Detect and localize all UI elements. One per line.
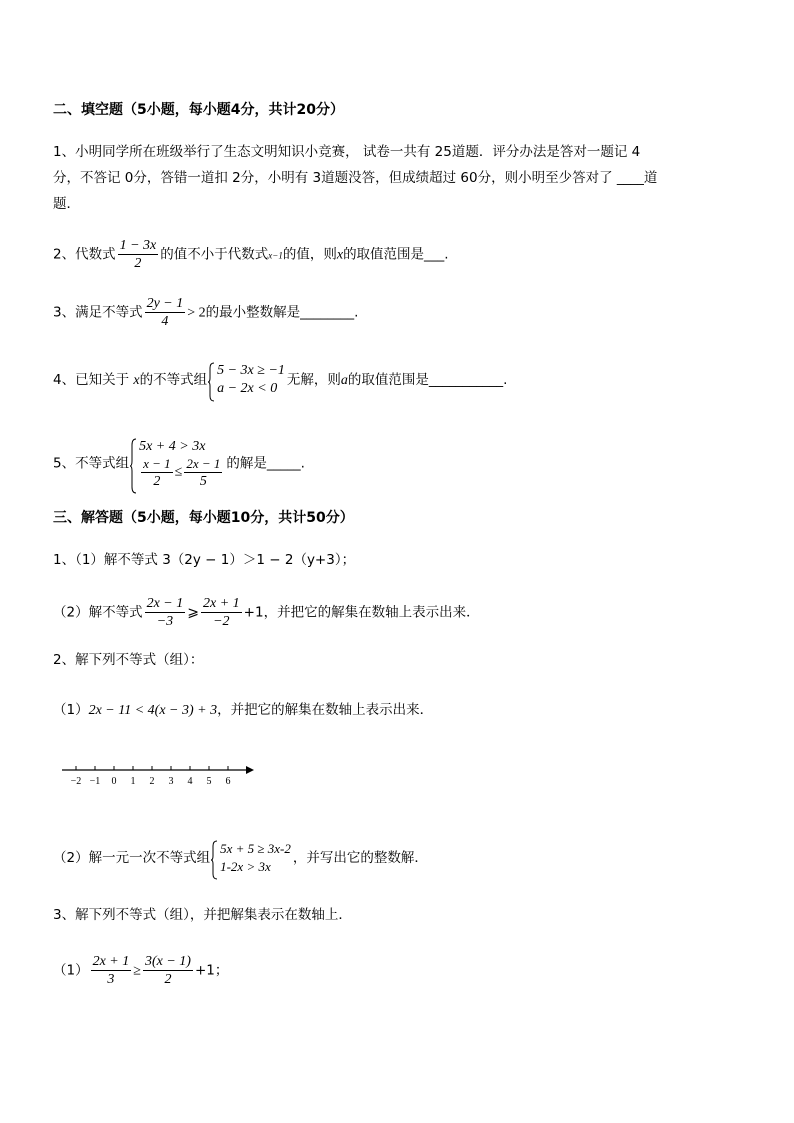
number-line-label: 0 bbox=[111, 776, 117, 787]
q3-3-frac-left bbox=[91, 954, 132, 987]
question-3-2-intro: 2、解下列不等式（组）： bbox=[53, 652, 204, 668]
q3-1-frac-left-num: 2x − 1 bbox=[146, 596, 184, 611]
q3-1-frac-right bbox=[201, 596, 242, 629]
q3-1-part2-prefix: （2）解不等式 bbox=[53, 604, 143, 621]
q3-2-part2-suffix: ，并写出它的整数解． bbox=[292, 850, 428, 866]
q3-3-frac-right-den: 2 bbox=[164, 972, 172, 987]
q3-1-part2-suffix: +1，并把它的解集在数轴上表示出来． bbox=[243, 604, 480, 621]
q3-1-rel: ⩾ bbox=[187, 605, 199, 621]
q3-rel: > 2 bbox=[187, 305, 206, 321]
q3-3-frac-right-num: 3(x − 1) bbox=[144, 954, 191, 969]
q5-row-2 bbox=[139, 456, 224, 489]
q5-frac-left bbox=[141, 456, 173, 489]
number-line-label: −1 bbox=[89, 776, 101, 787]
question-2-4 bbox=[53, 362, 507, 398]
q4-mid: 的不等式组 bbox=[139, 372, 208, 388]
question-3-2-part-1 bbox=[53, 700, 433, 721]
number-line-label: 2 bbox=[149, 776, 155, 787]
q2-prefix: 2、代数式 bbox=[53, 246, 116, 263]
q3-3-suffix: +1； bbox=[194, 962, 229, 979]
q5-frac-right-num: 2x − 1 bbox=[186, 456, 221, 471]
number-line-label: 6 bbox=[225, 776, 231, 787]
question-2-1-line-1: 1、小明同学所在班级举行了生态文明知识小竞赛， 试卷一共有 25道题．评分办法是答对一题记 4 bbox=[53, 144, 641, 160]
q5-prefix: 5、不等式组 bbox=[53, 455, 130, 472]
question-3-1-part-2 bbox=[53, 596, 480, 629]
q4-param: a bbox=[340, 373, 348, 388]
left-brace-icon bbox=[129, 438, 137, 494]
section-heading-solve: 三、解答题（5小题，每小题10分，共计50分） bbox=[53, 510, 354, 526]
q5-row-1: 5x + 4 > 3x bbox=[139, 439, 206, 454]
number-line bbox=[60, 760, 260, 788]
q4-system bbox=[207, 362, 285, 398]
q5-rel: ≤ bbox=[174, 464, 183, 480]
q3-1-frac-right-num: 2x + 1 bbox=[203, 596, 240, 611]
q3-frac-den: 4 bbox=[161, 314, 169, 329]
q2-mid: 的值不小于代数式 bbox=[160, 246, 269, 263]
number-line-label: 5 bbox=[206, 776, 212, 787]
q4-suffix-a: 无解，则 bbox=[286, 372, 341, 388]
q4-row-2: a − 2x < 0 bbox=[217, 381, 278, 396]
q3-2-system bbox=[210, 840, 291, 876]
q5-frac-right-den: 5 bbox=[199, 474, 207, 489]
q5-frac-left-num: x − 1 bbox=[143, 456, 171, 471]
q5-frac-left-den: 2 bbox=[153, 474, 161, 489]
left-brace-icon bbox=[207, 362, 215, 402]
q3-2-part1-prefix: （1） bbox=[53, 702, 89, 718]
q3-2-row-2: 1-2x > 3x bbox=[220, 859, 271, 874]
q3-1-frac-right-den: −2 bbox=[213, 614, 230, 629]
question-3-3-intro: 3、解下列不等式（组），并把解集表示在数轴上． bbox=[53, 907, 352, 923]
q3-fraction bbox=[145, 296, 186, 329]
section-heading-fill-in: 二、填空题（5小题，每小题4分，共计20分） bbox=[53, 102, 344, 118]
left-brace-icon bbox=[210, 840, 218, 880]
q3-2-part1-suffix: ，并把它的解集在数轴上表示出来． bbox=[217, 702, 434, 718]
q3-3-frac-right bbox=[143, 954, 193, 987]
number-line-label: 3 bbox=[168, 776, 174, 787]
q2-suffix-a: 的值，则 bbox=[282, 246, 337, 263]
q3-3-frac-left-num: 2x + 1 bbox=[92, 954, 130, 969]
q2-frac-num: 1 − 3x bbox=[119, 238, 157, 253]
number-line-label: 4 bbox=[187, 776, 193, 787]
question-2-1-line-2: 分，不答记 0分，答错一道扣 2分，小明有 3道题没答，但成绩超过 60分，则小明至少答对了 ____道 bbox=[53, 170, 658, 186]
q4-suffix-b: 的取值范围是___________. bbox=[347, 372, 508, 388]
q3-frac-num: 2y − 1 bbox=[146, 296, 184, 311]
question-3-3-part-1 bbox=[53, 954, 228, 987]
q2-frac-den: 2 bbox=[134, 256, 142, 271]
number-line-label: 1 bbox=[130, 776, 136, 787]
q3-suffix: 的最小整数解是________. bbox=[205, 304, 359, 321]
q3-2-part2-prefix: （2）解一元一次不等式组 bbox=[53, 850, 211, 866]
q5-frac-right bbox=[184, 456, 222, 489]
q3-3-prefix: （1） bbox=[53, 962, 89, 979]
q3-3-frac-left-den: 3 bbox=[107, 972, 115, 987]
q3-2-row-1: 5x + 5 ≥ 3x-2 bbox=[220, 841, 291, 856]
question-2-2 bbox=[53, 238, 449, 271]
q3-1-frac-left bbox=[145, 596, 186, 629]
q2-expr: x−1 bbox=[268, 250, 283, 261]
number-line-arrow-icon bbox=[246, 766, 254, 774]
q4-var: x bbox=[133, 373, 140, 388]
question-2-1-line-3: 题． bbox=[53, 196, 80, 212]
question-3-1-part-1: 1、（1）解不等式 3（2y − 1）＞1 − 2（y+3）； bbox=[53, 552, 356, 568]
q3-3-rel: ≥ bbox=[133, 963, 141, 979]
question-3-2-part-2 bbox=[53, 840, 428, 876]
q2-suffix-b: 的取值范围是___. bbox=[343, 246, 449, 263]
q5-system bbox=[129, 438, 224, 489]
q2-fraction bbox=[118, 238, 159, 271]
question-2-3 bbox=[53, 296, 358, 329]
q2-var: x bbox=[336, 247, 344, 263]
q3-1-frac-left-den: −3 bbox=[156, 614, 174, 629]
number-line-label: −2 bbox=[70, 776, 82, 787]
q3-2-part1-expr: 2x − 11 < 4(x − 3) + 3 bbox=[88, 703, 218, 718]
q5-suffix: 的解是_____. bbox=[226, 455, 305, 472]
q3-prefix: 3、满足不等式 bbox=[53, 304, 143, 321]
q4-row-1: 5 − 3x ≥ −1 bbox=[217, 363, 285, 378]
question-2-5 bbox=[53, 438, 305, 489]
q4-prefix: 4、已知关于 bbox=[53, 372, 130, 388]
